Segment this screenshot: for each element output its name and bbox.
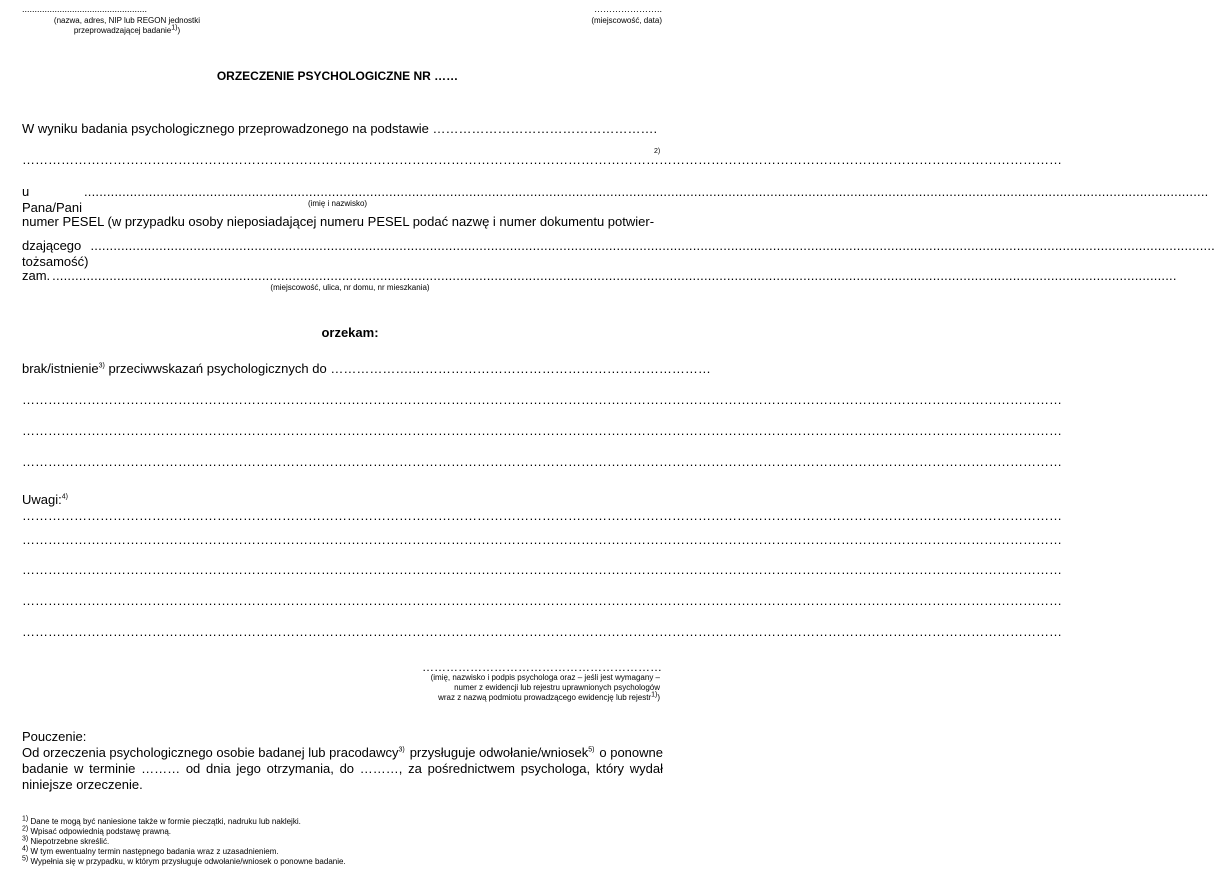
footnote-1 — [22, 817, 663, 827]
decision-dotline-2[interactable] — [22, 423, 663, 439]
basis-dotline[interactable] — [22, 152, 650, 168]
remarks-dotline-3[interactable] — [22, 562, 663, 578]
place-date-dots[interactable]: ………………….. — [593, 4, 662, 14]
basis-label: W wyniku badania psychologicznego przeprowadzonego na podstawie — [22, 121, 429, 136]
instruction-p1c: o ponowne — [599, 745, 663, 760]
remarks-label — [22, 492, 68, 508]
decision-label: brak/istnienie — [22, 361, 99, 376]
footnote-3-num: 3) — [22, 835, 29, 843]
instruction-line1-a — [22, 745, 405, 761]
footnote-2-text: Wpisać odpowiednią podstawę prawną. — [30, 827, 171, 836]
person-name-field[interactable] — [84, 184, 1209, 200]
pesel-label: dzającego tożsamość) — [22, 238, 89, 269]
address-line — [22, 268, 663, 284]
decision-heading: orzekam: — [321, 325, 379, 340]
footnote-3-text: Niepotrzebne skreślić. — [30, 837, 110, 846]
pesel-line2 — [22, 238, 663, 270]
address-caption: (miejscowość, ulica, nr domu, nr mieszkania) — [270, 283, 430, 292]
issuer-caption-line2-text: przeprowadzającej badanie — [73, 26, 172, 35]
place-date-caption: (miejscowość, data) — [591, 16, 662, 25]
remarks-label-text: Uwagi: — [22, 492, 62, 507]
remarks-sup: 4) — [61, 493, 68, 501]
pesel-field[interactable] — [90, 238, 1215, 254]
signature-caption-2: numer z ewidencji lub rejestru uprawnionych psychologów — [454, 683, 660, 692]
footnote-4 — [22, 847, 663, 857]
person-label: u Pana/Pani — [22, 184, 82, 215]
footnote-5-num: 5) — [22, 855, 29, 863]
signature-caption-3 — [380, 693, 660, 703]
footnote-2 — [22, 827, 663, 837]
signature-caption-1: (imię, nazwisko i podpis psychologa oraz – jeśli jest wymagany – — [430, 673, 660, 682]
remarks-dotline-4[interactable] — [22, 593, 663, 609]
decision-line — [22, 361, 711, 377]
signature-caption-sup: 1) — [651, 691, 658, 699]
footnote-2-num: 2) — [22, 825, 29, 833]
signature-caption-close: ) — [657, 693, 660, 702]
decision-sup: 3) — [98, 362, 105, 370]
issuer-caption-line2 — [22, 26, 232, 36]
signature-caption-3-text: wraz z nazwą podmiotu prowadzącego ewidencję lub rejestr — [438, 693, 652, 702]
issuer-caption-sup: 1) — [171, 24, 178, 32]
document-title: ORZECZENIE PSYCHOLOGICZNE NR …… — [216, 69, 459, 83]
issuer-dots[interactable]: .................................................. — [22, 4, 148, 14]
signature-caption — [380, 673, 660, 703]
footnote-3 — [22, 837, 663, 847]
signature-dots[interactable]: …………………………………………………… — [422, 660, 662, 674]
instruction-heading: Pouczenie: — [22, 729, 87, 744]
instruction-line1 — [22, 745, 663, 761]
remarks-dotline-2[interactable] — [22, 532, 663, 548]
issuer-caption — [22, 16, 232, 36]
footnote-5 — [22, 857, 663, 867]
decision-label2: przeciwwskazań psychologicznych do — [108, 361, 327, 376]
footnote-1-text: Dane te mogą być naniesione także w formie pieczątki, nadruku lub naklejki. — [30, 817, 301, 826]
footnotes — [22, 817, 663, 867]
basis-dots[interactable]: ……………………………………………. — [432, 121, 658, 136]
footnote-1-num: 1) — [22, 815, 29, 823]
issuer-caption-close: ) — [177, 26, 181, 35]
pesel-line1: numer PESEL (w przypadku osoby nieposiadającej numeru PESEL podać nazwę i numer dokumentu potwier- — [22, 214, 655, 229]
instruction-sup1: 3) — [398, 746, 405, 754]
decision-dots[interactable]: ……………….…………………………………………………………… — [330, 361, 711, 376]
footnote-5-text: Wypełnia się w przypadku, w którym przysługuje odwołanie/wniosek o ponowne badanie. — [30, 857, 346, 866]
person-caption: (imię i nazwisko) — [307, 199, 368, 208]
instruction-p1b: przysługuje odwołanie/wniosek — [409, 745, 589, 760]
decision-dotline-3[interactable] — [22, 454, 663, 470]
remarks-dotline-5[interactable] — [22, 624, 663, 640]
issuer-caption-line1: (nazwa, adres, NIP lub REGON jednostki — [53, 16, 201, 25]
instruction-sup2: 5) — [588, 746, 595, 754]
instruction-p1a: Od orzeczenia psychologicznego osobie badanej lub pracodawcy — [22, 745, 399, 760]
instruction-line1-b — [410, 745, 595, 761]
decision-dotline-1[interactable] — [22, 392, 663, 408]
basis-footnote-mark: 2) — [654, 148, 661, 155]
instruction-line3: niniejsze orzeczenie. — [22, 777, 143, 792]
footnote-4-text: W tym ewentualny termin następnego badania wraz z uzasadnieniem. — [30, 847, 279, 856]
remarks-dotline-1[interactable] — [22, 508, 663, 524]
basis-line — [22, 121, 663, 137]
footnote-4-num: 4) — [22, 845, 29, 853]
address-label: zam. — [22, 268, 51, 283]
address-field[interactable] — [52, 268, 1177, 284]
instruction-line2: badanie w terminie ……… od dnia jego otrzymania, do ………, za pośrednictwem psychologa, który wydał — [22, 761, 663, 776]
